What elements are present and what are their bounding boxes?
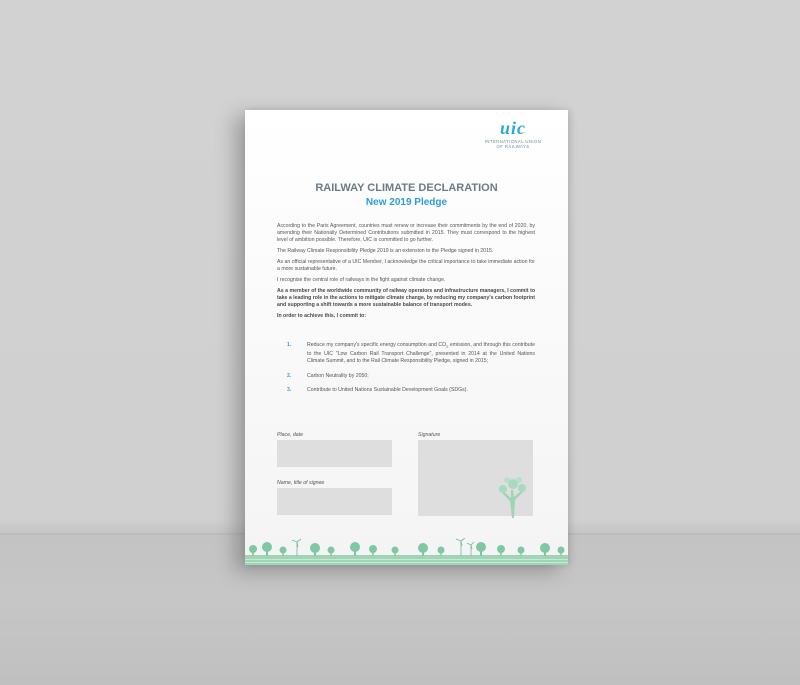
list-text: Reduce my company's specific energy consumption and $CO_2$ emission, and through this contribute to the UIC "Low Carbon Rail Transport Challenge", presented in 2014 at the United Nations Climate Summit, and to the Rail Climate Responsibility Pledge, signed in 2015; xyxy=(307,342,535,365)
signature-label: Signature xyxy=(418,432,441,438)
place-date-label: Place, date xyxy=(277,432,303,438)
paragraph: The Railway Climate Responsibility Pledge 2019 is an extension to the Pledge signed in 2015. xyxy=(277,248,494,255)
logo-mark: uic xyxy=(499,118,526,138)
tree-icon xyxy=(493,470,533,520)
name-title-label: Name, title of signee xyxy=(277,480,325,486)
paragraph-bold: As a member of the worldwide community of railway operators and infrastructure managers, I commit to take a leading role in the actions to mitigate climate change, by reducing my company's carbon footprint and supporting a shift towards a more sustainable balance of transport modes. xyxy=(277,287,535,309)
place-date-field[interactable] xyxy=(277,440,392,467)
list-item xyxy=(277,373,535,380)
nature-illustration xyxy=(245,538,568,565)
list-text: Contribute to United Nations Sustainable Development Goals (SDGs). xyxy=(307,386,468,393)
list-number: 1. xyxy=(287,342,292,348)
list-number: 2. xyxy=(287,372,292,379)
uic-logo xyxy=(473,118,553,149)
list-number: 3. xyxy=(287,386,292,393)
list-text: Carbon Neutrality by 2050; xyxy=(307,372,369,379)
document-subtitle: New 2019 Pledge xyxy=(365,197,448,208)
paragraph: I recognise the central role of railways in the fight against climate change. xyxy=(277,277,446,283)
paragraph: According to the Paris Agreement, countries must renew or increase their commitments by the end of 2020, by amending their Nationally Determined Contributions submitted in 2015. They must correspond to the highest level of ambition possible. Therefore, UIC is committed to go further. xyxy=(277,223,535,244)
declaration-body xyxy=(277,223,535,324)
document-title: RAILWAY CLIMATE DECLARATION xyxy=(315,182,498,194)
paragraph-bold: In order to achieve this, I commit to: xyxy=(277,313,367,319)
declaration-document xyxy=(245,110,568,565)
paragraph: As an official representative of a UIC Member, I acknowledge the critical importance to take immediate action for a more sustainable future. xyxy=(277,259,535,273)
commitment-list xyxy=(277,342,535,401)
name-title-field[interactable] xyxy=(277,488,392,515)
logo-line-1: INTERNATIONAL UNION xyxy=(484,139,542,144)
logo-line-2: OF RAILWAYS xyxy=(496,144,530,149)
list-item xyxy=(277,387,535,394)
list-item xyxy=(277,342,535,366)
